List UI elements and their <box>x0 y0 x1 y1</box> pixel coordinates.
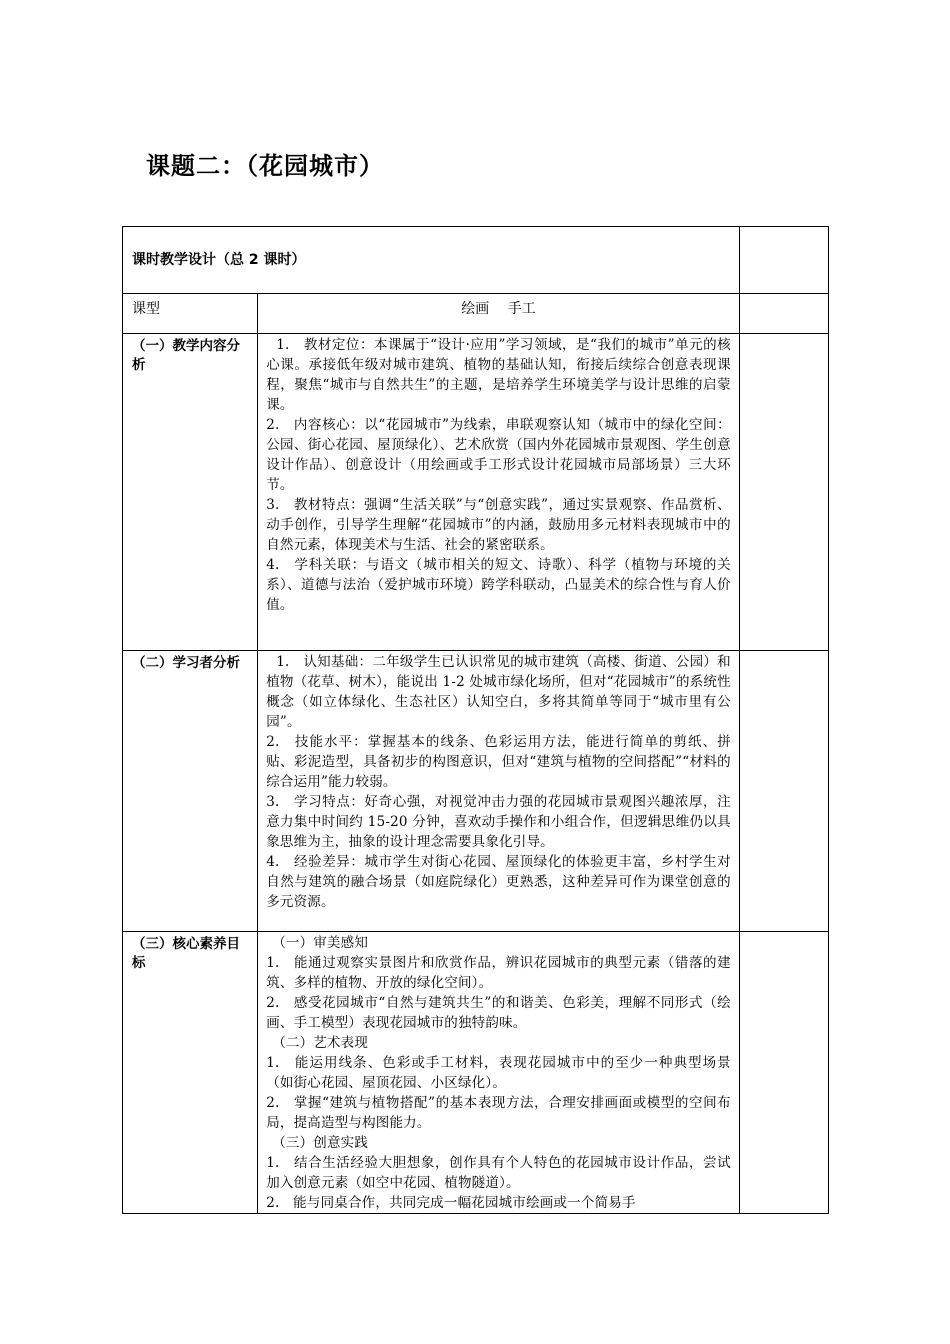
list-item: 4. 学科关联：与语文（城市相关的短文、诗歌）、科学（植物与环境的关系）、道德与法治（爱护城市环境）跨学科联动，凸显美术的综合性与育人价值。 <box>266 557 731 613</box>
subheading: （一）审美感知 <box>272 935 369 951</box>
empty-cell <box>739 227 828 294</box>
list-item: 3. 教材特点：强调“生活关联”与“创意实践”，通过实景观察、作品赏析、动手创作，引导学生理解“花园城市”的内涵，鼓励用多元材料表现城市中的自然元素，体现美术与生活、社会的紧密联系。 <box>266 497 731 553</box>
lesson-design-table <box>122 226 829 1214</box>
list-item: 4. 经验差异：城市学生对街心花园、屋顶绿化的体验更丰富，乡村学生对自然与建筑的融合场景（如庭院绿化）更熟悉，这种差异可作为课堂创意的多元资源。 <box>266 854 731 910</box>
section-content-content-analysis <box>258 334 740 651</box>
list-item: 1. 能通过观察实景图片和欣赏作品，辨识花园城市的典型元素（错落的建筑、多样的植物、开放的绿化空间）。 <box>266 955 731 991</box>
section-label-learner-analysis: （二）学习者分析 <box>123 651 258 932</box>
table-row <box>123 932 829 1214</box>
list-item: 1. 认知基础：二年级学生已认识常见的城市建筑（高楼、街道、公园）和植物（花草、树木），能说出 1-2 处城市绿化场所，但对“花园城市”的系统性概念（如立体绿化、生态社区）认知空白，多将其简单等同于“城市里有公园”。 <box>266 654 731 730</box>
list-item: 2. 感受花园城市“自然与建筑共生”的和谐美、色彩美，理解不同形式（绘画、手工模型）表现花园城市的独特韵味。 <box>266 995 731 1031</box>
list-item: 1. 能运用线条、色彩或手工材料，表现花园城市中的至少一种典型场景（如街心花园、屋顶花园、小区绿化）。 <box>266 1055 731 1091</box>
empty-cell <box>739 932 828 1214</box>
section-label-core-literacy-goals: （三）核心素养目标 <box>123 932 258 1214</box>
subheading: （三）创意实践 <box>272 1135 369 1151</box>
empty-cell <box>739 651 828 932</box>
table-header-row <box>123 227 829 294</box>
page-title: 课题二：（花园城市） <box>146 152 384 180</box>
subheading: （二）艺术表现 <box>272 1035 369 1051</box>
empty-cell <box>739 334 828 651</box>
empty-cell <box>739 294 828 334</box>
table-row <box>123 334 829 651</box>
list-item: 1. 教材定位：本课属于“设计·应用”学习领域，是“我们的城市”单元的核心课。承接低年级对城市建筑、植物的基础认知，衔接后续综合创意表现课程，聚焦“城市与自然共生”的主题，是培养学生环境美学与设计思维的启蒙课。 <box>266 337 731 413</box>
lesson-type-value: 绘画 手工 <box>258 294 740 334</box>
list-item: 1. 结合生活经验大胆想象，创作具有个人特色的花园城市设计作品，尝试加入创意元素（如空中花园、植物隧道）。 <box>266 1155 731 1191</box>
lesson-type-row <box>123 294 829 334</box>
table-header: 课时教学设计（总 2 课时） <box>123 227 740 294</box>
section-label-content-analysis: （一）教学内容分析 <box>123 334 258 651</box>
section-content-core-literacy-goals <box>258 932 740 1214</box>
list-item: 2. 掌握“建筑与植物搭配”的基本表现方法，合理安排画面或模型的空间布局，提高造型与构图能力。 <box>266 1095 731 1131</box>
section-content-learner-analysis <box>258 651 740 932</box>
lesson-type-label: 课型 <box>123 294 258 334</box>
list-item: 3. 学习特点：好奇心强，对视觉冲击力强的花园城市景观图兴趣浓厚，注意力集中时间约 15-20 分钟，喜欢动手操作和小组合作，但逻辑思维仍以具象思维为主，抽象的设计理念需要具象化引导。 <box>266 794 731 850</box>
list-item: 2. 能与同桌合作，共同完成一幅花园城市绘画或一个简易手 <box>266 1195 636 1211</box>
table-row <box>123 651 829 932</box>
list-item: 2. 技能水平：掌握基本的线条、色彩运用方法，能进行简单的剪纸、拼贴、彩泥造型，具备初步的构图意识，但对“建筑与植物的空间搭配”“材料的综合运用”能力较弱。 <box>266 734 731 790</box>
list-item: 2. 内容核心：以“花园城市”为线索，串联观察认知（城市中的绿化空间：公园、街心花园、屋顶绿化）、艺术欣赏（国内外花园城市景观图、学生创意设计作品）、创意设计（用绘画或手工形式设计花园城市局部场景）三大环节。 <box>266 417 731 493</box>
